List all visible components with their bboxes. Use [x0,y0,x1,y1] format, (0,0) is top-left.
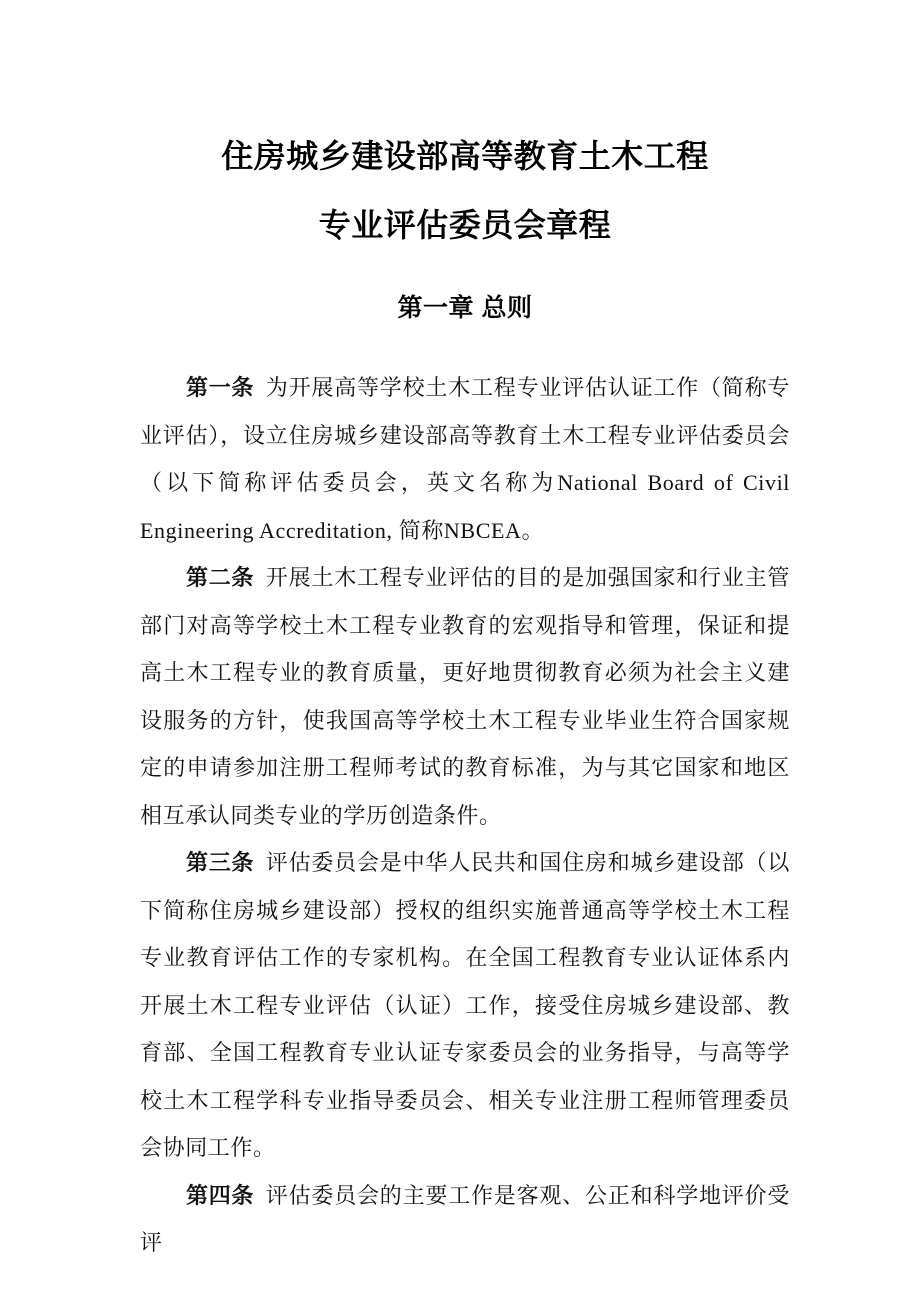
article-text: 为开展高等学校土木工程专业评估认证工作（简称专业评估），设立住房城乡建设部高等教育土木工程专业评估委员会（以下简称评估委员会，英文名称为National Board of Civil Engineering Accreditation, 简称NBCEA。 [140,375,790,543]
article-label: 第一条 [186,375,255,400]
article-item [140,364,790,554]
article-text: 评估委员会的主要工作是客观、公正和科学地评价受评 [140,1182,790,1255]
document-title-line-1: 住房城乡建设部高等教育土木工程 [221,138,709,174]
article-text: 评估委员会是中华人民共和国住房和城乡建设部（以下简称住房城乡建设部）授权的组织实施普通高等学校土木工程专业教育评估工作的专家机构。在全国工程教育专业认证体系内开展土木工程专业评估（认证）工作，接受住房城乡建设部、教育部、全国工程教育专业认证专家委员会的业务指导，与高等学校土木工程学科专业指导委员会、相关专业注册工程师管理委员会协同工作。 [140,850,790,1160]
article-item [140,554,790,839]
article-label: 第四条 [186,1182,255,1208]
document-body [140,0,790,1267]
article-text: 开展土木工程专业评估的目的是加强国家和行业主管部门对高等学校土木工程专业教育的宏观指导和管理，保证和提高土木工程专业的教育质量，更好地贯彻教育必须为社会主义建设服务的方针，使我国高等学校土木工程专业毕业生符合国家规定的申请参加注册工程师考试的教育标准，为与其它国家和地区相互承认同类专业的学历创造条件。 [140,565,790,828]
article-item [140,839,790,1172]
article-label: 第二条 [186,565,255,590]
chapter-heading: 第一章 总则 [397,294,533,322]
article-label: 第三条 [186,850,255,875]
document-title-line-2: 专业评估委员会章程 [318,207,612,243]
article-item [140,1172,790,1267]
